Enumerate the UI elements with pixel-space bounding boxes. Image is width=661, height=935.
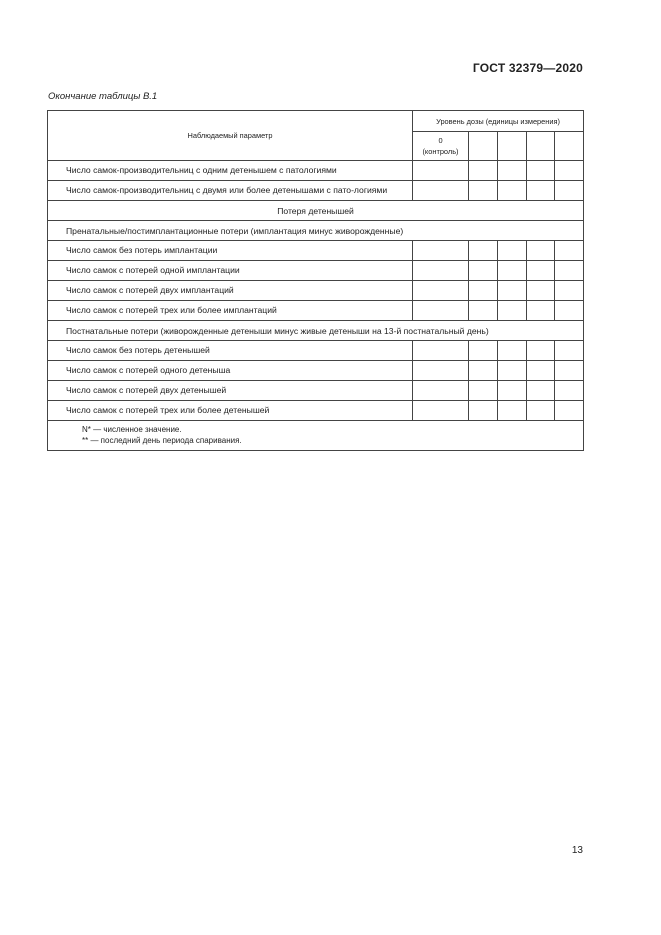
parameter-label: Число самок без потерь имплантации: [48, 241, 413, 261]
control-value: 0: [438, 136, 443, 145]
value-cell: [527, 181, 555, 201]
parameter-label: Число самок с потерей трех или более детенышей: [48, 401, 413, 421]
header-dose-level: Уровень дозы (единицы измерения): [413, 111, 584, 132]
control-label: (контроль): [422, 147, 459, 156]
value-cell: [527, 241, 555, 261]
value-cell: [413, 401, 469, 421]
table-row: [48, 401, 584, 421]
value-cell: [498, 161, 527, 181]
value-cell: [469, 261, 498, 281]
header-dose-col-2: [498, 132, 527, 161]
observation-table: [47, 110, 584, 451]
value-cell: [413, 381, 469, 401]
table-row: [48, 161, 584, 181]
subsection-heading: Пренатальные/постимплантационные потери (имплантация минус живорожденные): [48, 221, 584, 241]
value-cell: [555, 341, 584, 361]
value-cell: [469, 161, 498, 181]
table-notes: [48, 421, 584, 451]
value-cell: [413, 361, 469, 381]
value-cell: [527, 281, 555, 301]
value-cell: [469, 381, 498, 401]
value-cell: [413, 281, 469, 301]
value-cell: [527, 301, 555, 321]
value-cell: [498, 281, 527, 301]
note-mating-day: ** — последний день периода спаривания.: [82, 436, 242, 445]
value-cell: [555, 161, 584, 181]
value-cell: [498, 181, 527, 201]
value-cell: [498, 261, 527, 281]
table-row: [48, 281, 584, 301]
value-cell: [498, 401, 527, 421]
table-row: [48, 181, 584, 201]
value-cell: [413, 341, 469, 361]
value-cell: [469, 241, 498, 261]
value-cell: [527, 381, 555, 401]
value-cell: [555, 261, 584, 281]
table-caption: Окончание таблицы В.1: [48, 91, 158, 102]
parameter-label: Число самок с потерей трех или более имплантаций: [48, 301, 413, 321]
value-cell: [413, 301, 469, 321]
value-cell: [498, 341, 527, 361]
header-control: [413, 132, 469, 161]
section-heading: Потеря детенышей: [48, 201, 584, 221]
value-cell: [555, 301, 584, 321]
value-cell: [413, 181, 469, 201]
parameter-label: Число самок с потерей одного детеныша: [48, 361, 413, 381]
header-observed-parameter: Наблюдаемый параметр: [48, 111, 413, 161]
value-cell: [498, 361, 527, 381]
parameter-label: Число самок с потерей двух имплантаций: [48, 281, 413, 301]
value-cell: [527, 161, 555, 181]
value-cell: [413, 261, 469, 281]
table-row: [48, 321, 584, 341]
value-cell: [498, 381, 527, 401]
value-cell: [555, 181, 584, 201]
value-cell: [527, 341, 555, 361]
table-row: [48, 381, 584, 401]
parameter-label: Число самок с потерей двух детенышей: [48, 381, 413, 401]
subsection-heading: Постнатальные потери (живорожденные детеныши минус живые детеныши на 13-й постнатальный день): [48, 321, 584, 341]
header-dose-col-3: [527, 132, 555, 161]
value-cell: [555, 281, 584, 301]
value-cell: [469, 401, 498, 421]
value-cell: [527, 261, 555, 281]
value-cell: [527, 401, 555, 421]
value-cell: [469, 181, 498, 201]
value-cell: [469, 281, 498, 301]
header-dose-col-1: [469, 132, 498, 161]
parameter-label: Число самок-производительниц с одним детенышем с патологиями: [48, 161, 413, 181]
table-row: [48, 301, 584, 321]
value-cell: [527, 361, 555, 381]
table-row: [48, 241, 584, 261]
value-cell: [469, 361, 498, 381]
value-cell: [498, 301, 527, 321]
value-cell: [469, 301, 498, 321]
note-numeric-value: N* — численное значение.: [82, 425, 182, 434]
table-row: [48, 341, 584, 361]
value-cell: [413, 241, 469, 261]
value-cell: [555, 381, 584, 401]
table-row: [48, 221, 584, 241]
page-number: 13: [571, 845, 583, 856]
parameter-label: Число самок-производительниц с двумя или более детенышами с пато-логиями: [48, 181, 413, 201]
parameter-label: Число самок без потерь детенышей: [48, 341, 413, 361]
value-cell: [555, 241, 584, 261]
table-row: [48, 261, 584, 281]
document-code: ГОСТ 32379—2020: [472, 61, 583, 75]
value-cell: [498, 241, 527, 261]
value-cell: [555, 361, 584, 381]
table-row: [48, 201, 584, 221]
value-cell: [555, 401, 584, 421]
table-row: [48, 361, 584, 381]
parameter-label: Число самок с потерей одной имплантации: [48, 261, 413, 281]
table-body: [48, 161, 584, 421]
header-dose-col-4: [555, 132, 584, 161]
value-cell: [469, 341, 498, 361]
value-cell: [413, 161, 469, 181]
